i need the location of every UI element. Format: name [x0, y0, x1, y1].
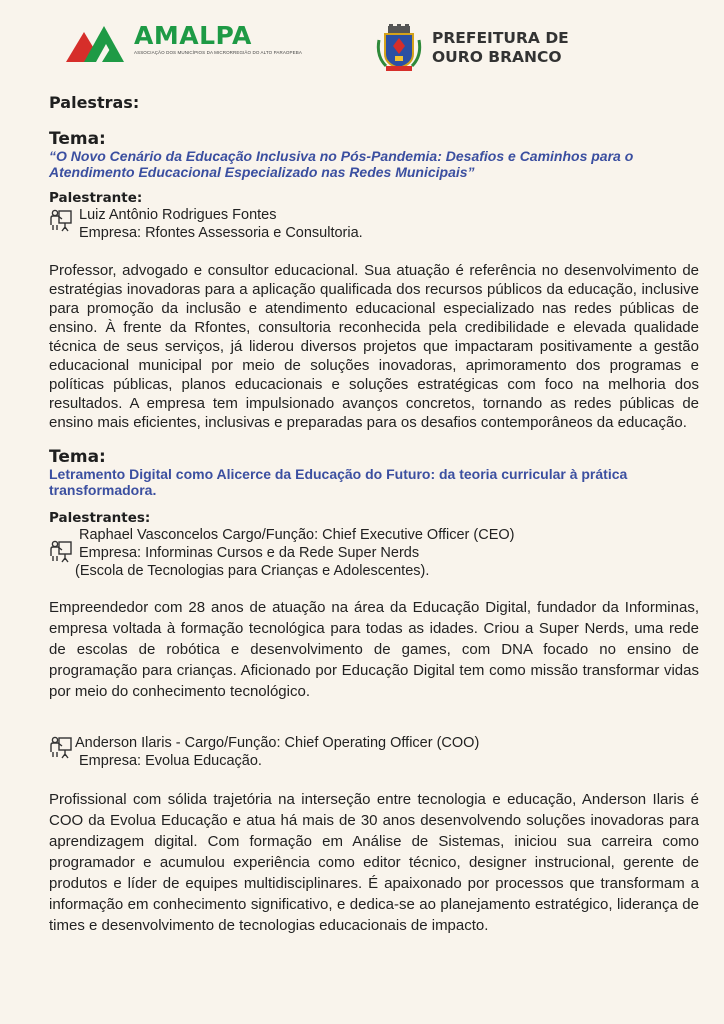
talk-title: “O Novo Cenário da Educação Inclusiva no Pós-Pandemia: Desafios e Caminhos para o Atendimento Educacional Especializado nas Redes Municipais”: [49, 148, 634, 180]
speaker-block: [49, 206, 699, 242]
speaker-block: [49, 526, 699, 580]
tema-label: Tema:: [49, 129, 106, 149]
prefeitura-logo: [376, 24, 569, 72]
speaker-company: Empresa: Rfontes Assessoria e Consultoria.: [79, 225, 363, 241]
amalpa-subtitle: ASSOCIAÇÃO DOS MUNICÍPIOS DA MICRORREGIÃO DO ALTO PARAOPEBA: [134, 50, 302, 55]
amalpa-logo: [66, 22, 302, 62]
speaker-company: Empresa: Informinas Cursos e da Rede Super Nerds: [79, 545, 420, 561]
speaker-company: Empresa: Evolua Educação.: [79, 753, 262, 769]
speaker-name: Anderson Ilaris - Cargo/Função: Chief Operating Officer (COO): [75, 735, 480, 751]
prefeitura-line1: PREFEITURA DE: [432, 29, 569, 47]
speaker-company-detail: (Escola de Tecnologias para Crianças e Adolescentes).: [75, 563, 430, 579]
amalpa-mountains-icon: [66, 22, 130, 62]
speaker-bio: Empreendedor com 28 anos de atuação na área da Educação Digital, fundador da Informinas, empresa voltada à formação tecnológica para todas as idades. Criou a Super Nerds, uma rede de escolas de robótica e desenvolvimento de games, com DNA focado no ensino de programação para crianças. Aficionado por Educação Digital tem como missão transformar vidas por meio do conhecimento tecnológico.: [49, 599, 699, 700]
speakers-label: Palestrantes:: [49, 510, 151, 526]
presenter-icon: [49, 209, 73, 233]
speaker-bio: Profissional com sólida trajetória na interseção entre tecnologia e educação, Anderson Ilaris é COO da Evolua Educação e atua há mais de 30 anos desenvolvendo soluções inovadoras para aprendizagem digital. Com formação em Análise de Sistemas, iniciou sua carreira como programador e acumulou experiência como editor técnico, designer instrucional, gerente de produtos e líder de equipes multidisciplinares. É apaixonado por processos que transformam a informação em conhecimento significativo, e dedica-se ao planejamento estratégico, liderança de times e desenvolvimento de tecnologias educacionais de impacto.: [49, 791, 699, 934]
speaker-name: Luiz Antônio Rodrigues Fontes: [79, 207, 277, 223]
speaker-block: [49, 734, 699, 770]
talk-title: Letramento Digital como Alicerce da Educação do Futuro: da teoria curricular à prática transformadora.: [49, 466, 628, 498]
presenter-icon: [49, 540, 73, 564]
speaker-name: Raphael Vasconcelos Cargo/Função: Chief Executive Officer (CEO): [79, 527, 515, 543]
prefeitura-line2: OURO BRANCO: [432, 48, 562, 66]
speakers-label: Palestrante:: [49, 190, 143, 206]
presenter-icon: [49, 736, 73, 760]
section-title: Palestras:: [49, 93, 140, 112]
amalpa-name: AMALPA: [134, 21, 252, 50]
city-crest-icon: [376, 24, 422, 72]
page-header: [0, 0, 724, 92]
speaker-bio: Professor, advogado e consultor educacional. Sua atuação é referência no desenvolvimento de estratégias inovadoras para a aplicação qualificada dos recursos públicos da educação, inclusive para promoção da inclusão e atendimento educacional especializado nas redes públicas de ensino. À frente da Rfontes, consultoria reconhecida pela credibilidade e elevada qualidade técnica de seus serviços, já liderou diversos projetos que impactaram positivamente a gestão educacional municipal por meio de soluções inovadoras, aprimoramento dos programas e políticas públicas, planos educacionais e soluções estratégicas com foco na melhoria dos resultados. A empresa tem impulsionado avanços concretos, tornando as redes públicas de ensino mais eficientes, inclusivas e preparadas para os desafios contemporâneos da educação.: [49, 262, 699, 431]
tema-label: Tema:: [49, 447, 106, 467]
page-content: [49, 92, 699, 936]
